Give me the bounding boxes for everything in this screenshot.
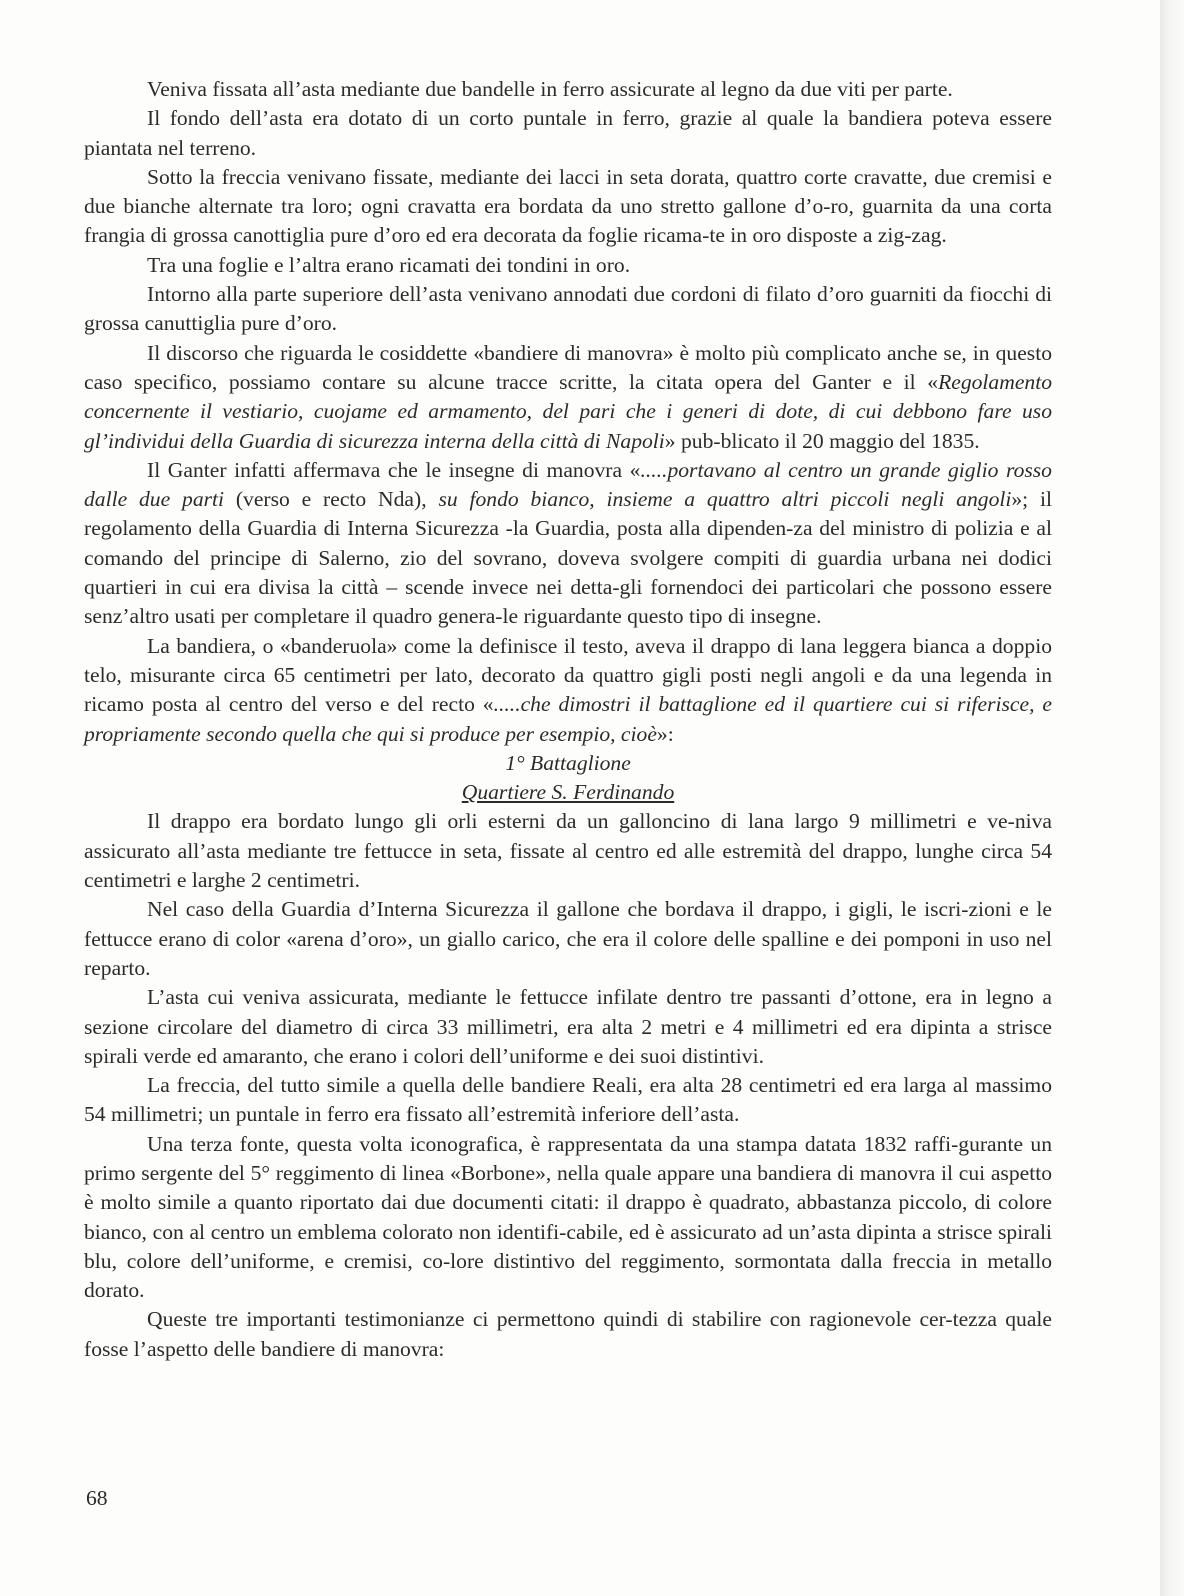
italic-citation: .....portavano al centro un grande giglio rosso dalle due parti <box>84 457 1052 512</box>
paragraph: Nel caso della Guardia d’Interna Sicurezza il gallone che bordava il drappo, i gigli, le iscri-zioni e le fettucce erano di color «arena d’oro», un giallo carico, che era il colore delle spalline e dei pomponi in uso nel reparto. <box>84 897 1052 980</box>
text-run: Il Ganter infatti affermava che le insegne di manovra « <box>147 457 641 482</box>
italic-citation: .....che dimostri il battaglione ed il quartiere cui si riferisce, e propriamente secondo quella che qui si produce per esempio, cioè <box>84 692 1052 746</box>
paragraph: L’asta cui veniva assicurata, mediante le fettucce infilate dentro tre passanti d’ottone, era in legno a sezione circolare del diametro di circa 33 millimetri, era alta 2 metri e 4 millimetri ed era dipinta a strisce spirali verde ed amaranto, che erano i colori dell’uniforme e dei suoi distintivi. <box>84 985 1052 1068</box>
italic-citation: su fondo bianco, insieme a quattro altri piccoli negli angoli <box>438 487 1012 512</box>
paragraph: Il drappo era bordato lungo gli orli esterni da un galloncino di lana largo 9 millimetri e ve-niva assicurato all’asta mediante tre fettucce in seta, fissate al centro ed alle estremità del drappo, lunghe circa 54 centimetri e larghe 2 centimetri. <box>84 809 1052 893</box>
paragraph: Intorno alla parte superiore dell’asta venivano annodati due cordoni di filato d’oro guarniti da fiocchi di grossa canuttiglia pure d’oro. <box>84 282 1052 336</box>
text-run: »: <box>656 721 674 746</box>
centered-legend-line: 1° Battaglione <box>505 750 631 775</box>
paragraph <box>84 456 1052 632</box>
italic-citation: Regolamento concernente il vestiario, cuojame ed armamento, del pari che i generi di dote, di cui debbono fare uso gl’individui della Guardia di sicurezza interna della città di Napoli <box>84 369 1052 453</box>
paragraph: Queste tre importanti testimonianze ci permettono quindi di stabilire con ragionevole cer-tezza quale fosse l’aspetto delle bandiere di manovra: <box>84 1307 1052 1361</box>
text-run: » pub-blicato il 20 maggio del 1835. <box>664 428 980 453</box>
body-text <box>84 75 1052 1364</box>
paragraph: Tra una foglie e l’altra erano ricamati dei tondini in oro. <box>147 252 631 277</box>
paragraph: Veniva fissata all’asta mediante due bandelle in ferro assicurate al legno da due viti per parte. <box>147 77 953 101</box>
text-run: »; il regolamento della Guardia di Interna Sicurezza -la Guardia, posta alla dipenden-za del ministro di polizia e al comando del principe di Salerno, zio del sovrano, doveva svolgere compiti di guardia urbana nei dodici quartieri in cui era divisa la città – scende invece nei detta-gli fornendoci dei particolari che possono essere senz’altro usati per completare il quadro genera-le riguardante questo tipo di insegne. <box>84 487 1053 629</box>
page-edge-shadow <box>1160 0 1184 1596</box>
text-run: (verso e recto Nda), <box>224 487 439 512</box>
centered-legend-line: Quartiere S. Ferdinando <box>461 780 675 805</box>
paragraph: Una terza fonte, questa volta iconografica, è rappresentata da una stampa datata 1832 raffi-gurante un primo sergente del 5° reggimento di linea «Borbone», nella quale appare una bandiera di manovra il cui aspetto è molto simile a quanto riportato dai due documenti citati: il drappo è quadrato, abbastanza piccolo, di colore bianco, con al centro un emblema colorato non identifi-cabile, ed è assicurato ad un’asta dipinta a strisce spirali blu, colore dell’uniforme, e cremisi, co-lore distintivo del reggimento, sormontata dalla freccia in metallo dorato. <box>84 1131 1052 1303</box>
paragraph: Sotto la freccia venivano fissate, mediante dei lacci in seta dorata, quattro corte cravatte, due cremisi e due bianche alternate tra loro; ogni cravatta era bordata da uno stretto gallone d’o-ro, guarnita da una corta frangia di grossa canottiglia pure d’oro ed era decorata da foglie ricama-te in oro disposte a zig-zag. <box>84 164 1052 248</box>
paragraph <box>84 339 1052 456</box>
paragraph: La freccia, del tutto simile a quella delle bandiere Reali, era alta 28 centimetri ed era larga al massimo 54 millimetri; un puntale in ferro era fissato all’estremità inferiore dell’asta. <box>84 1073 1052 1127</box>
text-run: La bandiera, o «banderuola» come la definisce il testo, aveva il drappo di lana leggera bianca a doppio telo, misurante circa 65 centimetri per lato, decorato da quattro gigli posti negli angoli e da una legenda in ricamo posta al centro del verso e del recto « <box>84 633 1052 717</box>
paragraph: Il fondo dell’asta era dotato di un corto puntale in ferro, grazie al quale la bandiera poteva essere piantata nel terreno. <box>84 106 1052 160</box>
paragraph <box>84 632 1052 749</box>
text-run: Il discorso che riguarda le cosiddette «bandiere di manovra» è molto più complicato anche se, in questo caso specifico, possiamo contare su alcune tracce scritte, la citata opera del Ganter e il « <box>84 340 1052 394</box>
page-number: 68 <box>86 1486 108 1510</box>
